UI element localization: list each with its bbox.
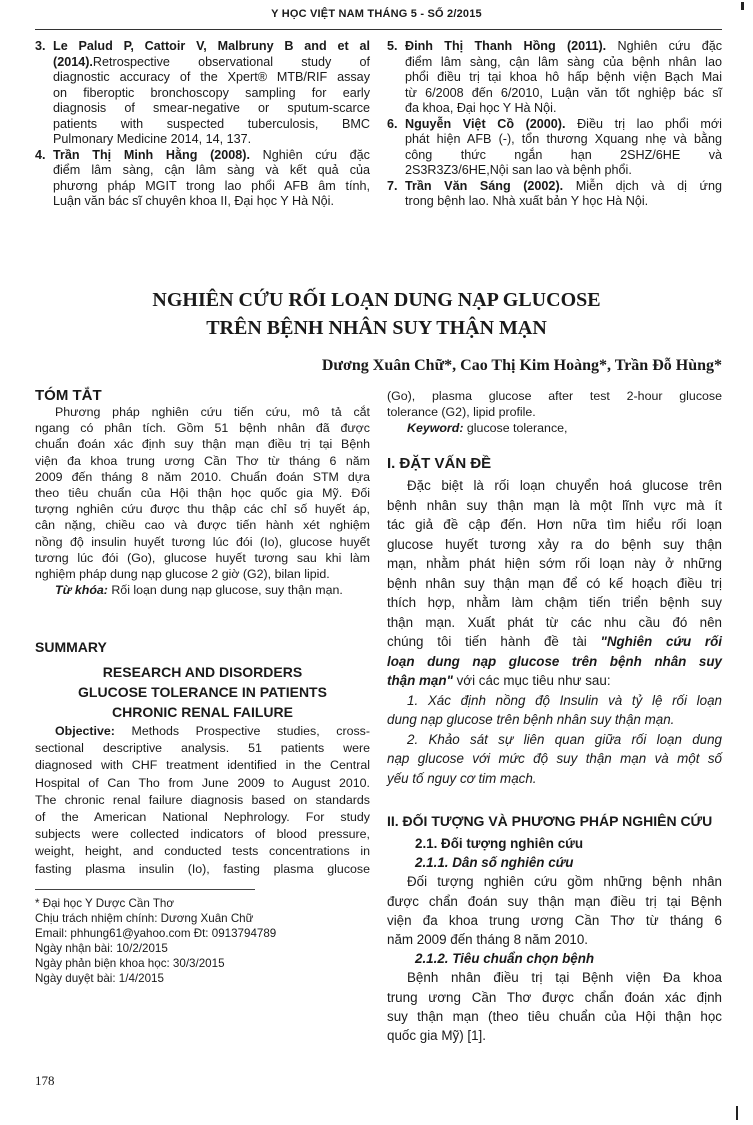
summary-body-continued: [387, 388, 722, 436]
scan-mark: [736, 1106, 738, 1120]
text-run: được chẩn đoán suy thận mạn điều trị tại Bệnh: [387, 893, 722, 909]
text-line: [35, 436, 370, 452]
title-line-2: TRÊN BỆNH NHÂN SUY THẬN MẠN: [206, 317, 547, 339]
summary-title-line: CHRONIC RENAL FAILURE: [112, 704, 293, 720]
emphasized-text: 2.1.2. Tiêu chuẩn chọn bệnh: [415, 951, 595, 967]
text-run: tolerance (G2), lipid profile.: [387, 405, 536, 419]
text-run: phổi điều trị tại khoa hô hấp bệnh viện Bạch Mai: [405, 70, 722, 84]
text-line: [387, 988, 722, 1007]
text-run: cân nặng, chiều cao và được tiến hành xét nghiệm: [35, 518, 370, 533]
text-run: Đối tượng nghiên cứu gồm những bệnh nhân: [407, 874, 722, 890]
text-line: [53, 179, 370, 195]
text-run: Methods Prospective studies, cross-: [114, 724, 370, 738]
text-run: diagnosis of smear-negative or sputum-scarce: [53, 101, 370, 115]
text-line: [405, 148, 722, 164]
emphasized-text: loạn dung nạp glucose trên bệnh nhân suy: [387, 653, 722, 669]
text-run: weight, height, and conducted tests concentrations in: [35, 844, 370, 859]
text-run: Rối loạn dung nạp glucose, suy thận mạn.: [107, 583, 343, 598]
emphasized-text: Nguyễn Việt Cồ (2000).: [405, 116, 566, 131]
summary-title-line: GLUCOSE TOLERANCE IN PATIENTS: [78, 684, 327, 700]
emphasized-text: Keyword:: [407, 421, 464, 435]
text-line: [387, 968, 722, 987]
emphasized-text: "Nghiên cứu rối: [600, 634, 722, 649]
scan-mark: [741, 2, 744, 10]
text-run: theo tiêu chuẩn của Hội thận học quốc gia Mỹ. Đối: [35, 486, 370, 501]
references-left-column: [35, 39, 370, 210]
text-run: glucose tolerance,: [463, 421, 568, 435]
text-line: [35, 757, 370, 774]
footnote-rule: [35, 889, 255, 890]
text-line: [35, 453, 370, 469]
text-run: on fiberoptic bronchoscopy sampling for early: [53, 85, 370, 100]
text-run: Hospital of Can Tho from June 2009 to August 2010.: [35, 775, 370, 790]
text-line: [405, 132, 722, 148]
reference-number: 5.: [387, 39, 398, 53]
text-line: [387, 496, 722, 516]
text-line: [387, 834, 722, 853]
text-run: Retrospective observational study of: [92, 54, 370, 69]
text-line: [405, 86, 722, 102]
text-run: sectional descriptive analysis. 51 patients were: [35, 741, 370, 756]
text-line: [387, 535, 722, 555]
emphasized-text: Le Palud P, Cattoir V, Malbruny B and et al: [53, 39, 370, 53]
text-line: [387, 404, 722, 420]
text-line: [387, 613, 722, 633]
text-line: [387, 1007, 722, 1026]
text-run: đa khoa, Đại học Y Hà Nội.: [405, 101, 557, 115]
text-run: Luận văn bác sĩ chuyên khoa II, Đại học Y Hà Nội.: [53, 194, 334, 208]
text-line: [35, 534, 370, 550]
text-run: Bệnh nhân điều trị tại Bệnh viện Đa khoa: [407, 970, 722, 986]
emphasized-text: nạp glucose với mức độ suy thận mạn và một số: [387, 751, 722, 766]
footnote-line: Email: phhung61@yahoo.com Đt: 0913794789: [35, 927, 277, 940]
section-1-heading: I. ĐẶT VẤN ĐỀ: [387, 455, 492, 472]
text-line: [387, 1026, 722, 1045]
text-line: [405, 55, 722, 71]
text-run: mạn, nhằm phát hiện sớm rối loạn này ở những: [387, 556, 722, 571]
text-line: [35, 404, 370, 420]
text-line: [53, 70, 370, 86]
text-line: [53, 101, 370, 117]
text-run: subjects were collected indicators of blood pressure,: [35, 827, 370, 842]
abstract-vi-body: [35, 404, 370, 598]
reference-number: 4.: [35, 147, 46, 162]
text-run: nghiệm pháp dung nạp glucose 2 giờ (G2), bilan lipid.: [35, 567, 330, 582]
text-line: [35, 550, 370, 566]
text-line: [53, 163, 370, 179]
text-line: [387, 892, 722, 911]
emphasized-text: Đinh Thị Thanh Hồng (2011).: [405, 39, 607, 53]
text-line: [387, 691, 722, 711]
text-line: [405, 101, 722, 117]
text-line: [35, 809, 370, 826]
text-line: [387, 593, 722, 613]
summary-title: [35, 662, 370, 722]
text-line: [387, 554, 722, 574]
text-run: fasting plasma insulin (Io), fasting plasma glucose: [35, 861, 370, 876]
text-line: [35, 826, 370, 843]
text-run: phương pháp MGIT trong lao phổi AFB âm tính,: [53, 178, 370, 193]
footnote-line: Ngày nhận bài: 10/2/2015: [35, 942, 168, 955]
emphasized-text: thận mạn": [387, 673, 453, 688]
reference-number: 6.: [387, 116, 398, 131]
text-run: công thức ngắn hạn 2SHZ/6HE và: [405, 147, 722, 162]
text-line: [387, 749, 722, 769]
text-run: Nghiên cứu đặc: [249, 147, 370, 162]
text-line: [405, 70, 722, 86]
text-line: [387, 388, 722, 404]
text-line: [387, 476, 722, 496]
emphasized-text: yếu tố nguy cơ tim mạch.: [387, 770, 537, 786]
reference-item: [387, 116, 722, 179]
text-line: [35, 775, 370, 792]
text-run: tương lúc đói (Go), glucose huyết tương sau khi làm: [35, 550, 370, 565]
page-number: 178: [35, 1073, 55, 1088]
text-run: Phương pháp nghiên cứu tiến cứu, mô tả cắt: [55, 405, 370, 419]
text-line: [35, 517, 370, 533]
text-line: [387, 930, 722, 949]
text-run: bệnh nhân suy thận mạn để có kế hoạch điều trị: [387, 575, 722, 591]
text-line: [35, 861, 370, 878]
text-line: [405, 117, 722, 133]
text-run: thích hợp, nhằm làm chậm tiến triển bệnh suy: [387, 595, 722, 610]
article-title: [0, 286, 753, 342]
text-line: [35, 501, 370, 517]
text-line: [387, 710, 722, 730]
text-line: [387, 769, 722, 789]
section-2-body: [387, 834, 722, 1045]
emphasized-text: dung nạp glucose trên bệnh nhân suy thận mạn.: [387, 712, 675, 727]
reference-item: [35, 147, 370, 210]
text-line: [53, 132, 370, 148]
reference-number: 3.: [35, 39, 46, 53]
text-line: [405, 194, 722, 210]
text-run: (Go), plasma glucose after test 2-hour glucose: [387, 389, 722, 403]
text-line: [405, 163, 722, 179]
text-run: Đặc biệt là rối loạn chuyển hoá glucose trên: [407, 478, 722, 493]
text-run: điểm lâm sàng, cận lâm sàng của bệnh nhân lao: [405, 54, 722, 69]
text-line: [387, 671, 722, 691]
text-run: chúng tôi tiến hành đề tài: [387, 634, 601, 649]
text-run: diagnosed with CHF treatment identified in the Central: [35, 758, 370, 773]
emphasized-text: 2.1.1. Dân số nghiên cứu: [415, 855, 574, 871]
text-line: [405, 39, 722, 55]
text-run: patients with suspected tuberculosis, BMC: [53, 116, 370, 131]
text-run: Miễn dịch và dị ứng: [563, 178, 722, 193]
text-line: [387, 853, 722, 872]
emphasized-text: 2.1. Đối tượng nghiên cứu: [415, 836, 584, 851]
text-line: [53, 194, 370, 210]
emphasized-text: (2014).: [53, 54, 93, 69]
text-run: of the American National Nephrology. For study: [35, 810, 370, 825]
running-header: Y HỌC VIỆT NAM THÁNG 5 - SỐ 2/2015: [271, 8, 482, 20]
text-line: [387, 911, 722, 930]
text-run: quốc gia Mỹ) [1].: [387, 1028, 486, 1044]
text-line: [35, 792, 370, 809]
text-line: [53, 117, 370, 133]
text-run: từ 6/2008 đến 6/2010, Luận văn tốt nghiệp bác sĩ: [405, 85, 722, 100]
article-authors: Dương Xuân Chữ*, Cao Thị Kim Hoàng*, Trần Đỗ Hùng*: [321, 357, 722, 374]
text-line: [387, 872, 722, 891]
text-line: [387, 652, 722, 672]
summary-title-line: RESEARCH AND DISORDERS: [102, 664, 303, 680]
text-run: viện đa khoa trung ương Cần Thơ từ tháng 6: [387, 912, 722, 928]
emphasized-text: Trần Văn Sáng (2002).: [405, 178, 564, 193]
text-line: [387, 730, 722, 750]
text-line: [35, 843, 370, 860]
text-run: 2009 đến tháng 8 năm 2010. Chuẩn đoán STM dựa: [35, 469, 370, 484]
text-line: [387, 574, 722, 594]
text-line: [35, 566, 370, 582]
footnote-line: Chịu trách nhiệm chính: Dương Xuân Chữ: [35, 912, 254, 925]
text-run: trung ương Cần Thơ được chẩn đoán xác định: [387, 989, 722, 1005]
reference-item: [35, 39, 370, 148]
text-line: [35, 420, 370, 436]
text-run: The chronic renal failure diagnosis based on standards: [35, 792, 370, 807]
text-run: chuẩn đoán xác định suy thận mạn điều trị tại Bệnh: [35, 437, 370, 452]
text-run: glucose huyết tương xảy ra do bệnh suy thận: [387, 536, 722, 552]
text-line: [387, 420, 722, 436]
text-run: tượng nghiên cứu được thu thập các chỉ số huyết áp,: [35, 502, 370, 517]
text-run: phát hiện AFB (-), tổn thương Xquang nhẹ và bằng: [405, 132, 722, 146]
text-line: [35, 723, 370, 740]
text-line: [53, 39, 370, 55]
text-run: năm 2009 đến tháng 8 năm 2010.: [387, 932, 589, 948]
text-run: với các mục tiêu như sau:: [452, 673, 611, 688]
emphasized-text: Từ khóa:: [55, 583, 108, 598]
text-run: viện đa khoa trung ương Cần Thơ từ tháng 6 năm: [35, 453, 370, 468]
text-run: thận mạn. Xuất phát từ các nhu cầu đó nên: [387, 614, 722, 630]
text-line: [53, 86, 370, 102]
emphasized-text: Trần Thị Minh Hằng (2008).: [53, 147, 250, 162]
emphasized-text: Objective:: [55, 724, 115, 738]
text-run: Pulmonary Medicine 2014, 14, 137.: [53, 132, 252, 146]
text-run: 2S3R3Z3/6HE,Nội san lao và bệnh phổi.: [405, 163, 632, 177]
text-line: [35, 582, 370, 598]
text-line: [387, 632, 722, 652]
emphasized-text: 2. Khảo sát sự liên quan giữa rối loạn dung: [407, 731, 722, 747]
text-line: [35, 469, 370, 485]
summary-body: [35, 723, 370, 878]
footnote-line: Ngày phản biện khoa học: 30/3/2015: [35, 957, 225, 970]
text-run: nồng độ insulin huyết tương lúc đói (Io), glucose huyết: [35, 534, 370, 549]
footnote-line: * Đại học Y Dược Cần Thơ: [35, 897, 174, 910]
section-2-heading: II. ĐỐI TƯỢNG VÀ PHƯƠNG PHÁP NGHIÊN CỨU: [387, 813, 713, 829]
text-run: Nghiên cứu đặc: [606, 39, 723, 53]
section-1-body: [387, 476, 722, 788]
text-line: [53, 55, 370, 71]
text-run: diagnostic accuracy of the Xpert® MTB/RIF assay: [53, 70, 370, 84]
text-run: suy thận mạn (theo tiêu chuẩn của Hội thận học: [387, 1008, 722, 1024]
text-run: bệnh nhân suy thận mạn là một lĩnh vực mà ít: [387, 497, 722, 513]
reference-number: 7.: [387, 178, 398, 193]
reference-item: [387, 178, 722, 210]
text-run: ngang có phân tích. Gồm 51 bệnh nhân đã được: [35, 421, 370, 436]
text-line: [387, 515, 722, 535]
reference-item: [387, 39, 723, 117]
text-line: [405, 179, 722, 195]
summary-heading: SUMMARY: [35, 639, 107, 655]
text-line: [53, 148, 370, 164]
references-right-column: [387, 39, 723, 210]
title-line-1: NGHIÊN CỨU RỐI LOẠN DUNG NẠP GLUCOSE: [152, 289, 601, 311]
text-run: trong bệnh lao. Nhà xuất bản Y học Hà Nội.: [405, 194, 649, 208]
abstract-vi-heading: TÓM TẮT: [35, 387, 102, 404]
text-line: [35, 740, 370, 757]
text-run: tác giả đề cập đến. Hơn nữa tìm hiểu rối loạn: [387, 517, 722, 532]
text-line: [387, 949, 722, 968]
text-run: điểm lâm sàng, cận lâm sàng và kết quả của: [53, 163, 370, 177]
text-run: Điều trị lao phổi mới: [565, 116, 722, 131]
text-line: [35, 485, 370, 501]
emphasized-text: 1. Xác định nồng độ Insulin và tỷ lệ rối loạn: [407, 692, 722, 708]
header-rule: [35, 29, 722, 30]
footnotes: [35, 896, 370, 986]
footnote-line: Ngày duyệt bài: 1/4/2015: [35, 972, 164, 985]
